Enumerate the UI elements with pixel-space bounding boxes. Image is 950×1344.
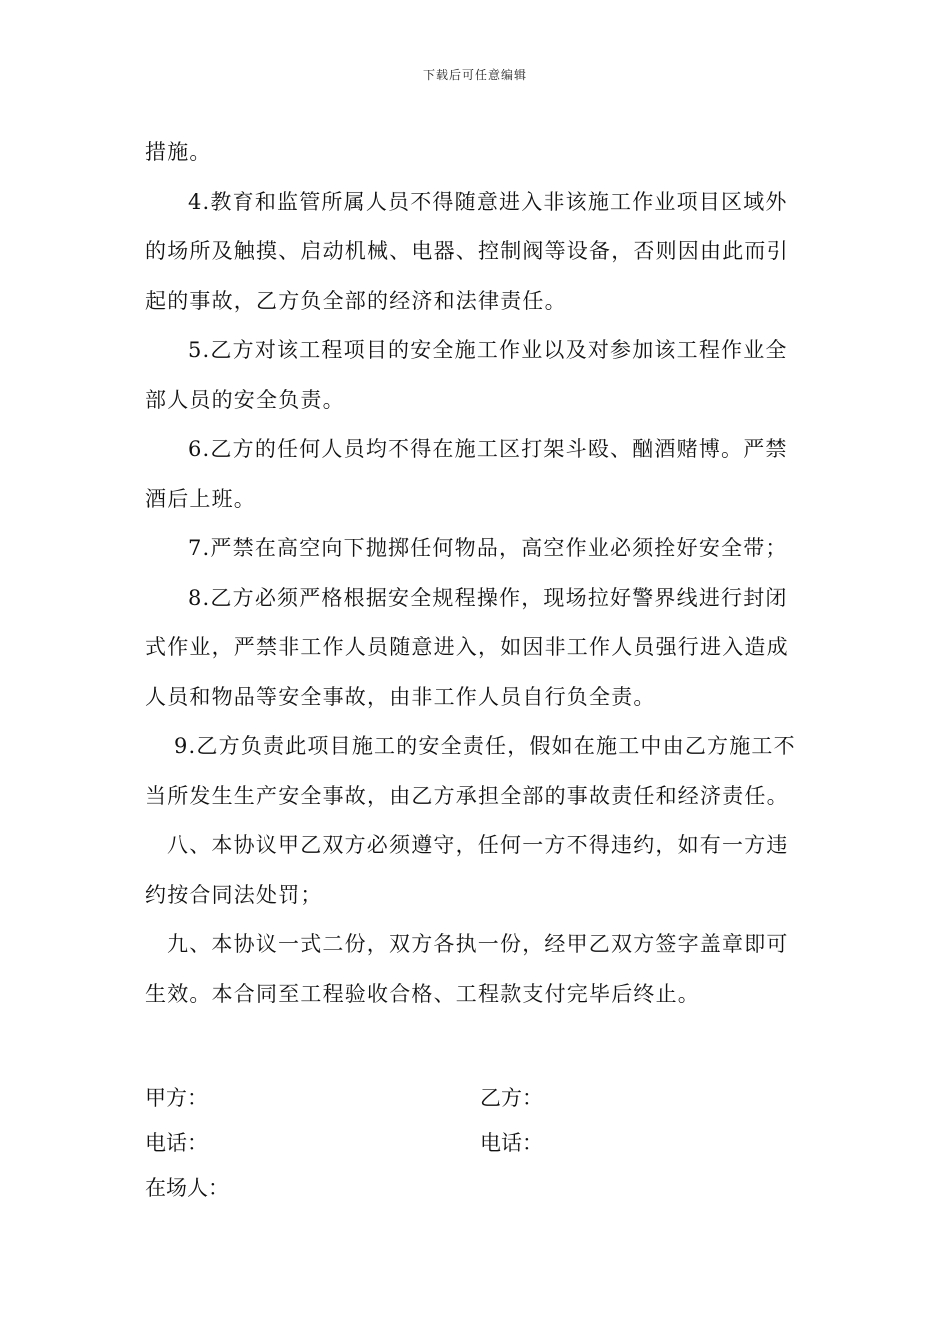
clause-4-line-1: 4.教育和监管所属人员不得随意进入非该施工作业项目区域外 bbox=[188, 189, 788, 214]
article-9-line-1: 九、本协议一式二份，双方各执一份，经甲乙双方签字盖章即可 bbox=[167, 932, 789, 956]
text-line: 措施。 bbox=[145, 140, 212, 164]
clause-5-line-2: 部人员的安全负责。 bbox=[145, 387, 345, 412]
clause-8-line-3: 人员和物品等安全事故，由非工作人员自行负全责。 bbox=[145, 684, 656, 709]
clause-8-line-1: 8.乙方必须严格根据安全规程操作，现场拉好警界线进行封闭 bbox=[188, 585, 788, 610]
signature-row-parties bbox=[145, 1076, 815, 1121]
article-9-line-2: 生效。本合同至工程验收合格、工程款支付完毕后终止。 bbox=[145, 981, 700, 1006]
party-a-label: 甲方： bbox=[145, 1086, 208, 1110]
party-b-label: 乙方： bbox=[480, 1086, 543, 1110]
article-8-line-2: 约按合同法处罚； bbox=[145, 882, 323, 907]
signature-row-phones bbox=[145, 1121, 815, 1166]
signature-row-witness bbox=[145, 1166, 815, 1211]
clause-5-line-1: 5.乙方对该工程项目的安全施工作业以及对参加该工程作业全 bbox=[188, 338, 788, 362]
signature-block bbox=[145, 1076, 815, 1211]
document-body bbox=[145, 128, 815, 1019]
clause-9-line-2: 当所发生生产安全事故，由乙方承担全部的事故责任和经济责任。 bbox=[145, 783, 789, 808]
clause-9-line-1: 9.乙方负责此项目施工的安全责任，假如在施工中由乙方施工不 bbox=[174, 734, 796, 758]
clause-6-line-1: 6.乙方的任何人员均不得在施工区打架斗殴、酗酒赌博。严禁 bbox=[188, 437, 788, 461]
clause-4-line-3: 起的事故，乙方负全部的经济和法律责任。 bbox=[145, 288, 567, 313]
clause-4-line-2: 的场所及触摸、启动机械、电器、控制阀等设备，否则因由此而引 bbox=[145, 239, 789, 263]
page-header: 下载后可任意编辑 bbox=[422, 68, 527, 82]
clause-7-line-1: 7.严禁在高空向下抛掷任何物品，高空作业必须拴好安全带； bbox=[188, 536, 788, 560]
clause-6-line-2: 酒后上班。 bbox=[145, 486, 256, 511]
phone-b-label: 电话： bbox=[480, 1131, 543, 1155]
phone-a-label: 电话： bbox=[145, 1131, 208, 1155]
clause-8-line-2: 式作业，严禁非工作人员随意进入，如因非工作人员强行进入造成 bbox=[145, 635, 789, 659]
witness-label: 在场人： bbox=[145, 1176, 229, 1200]
article-8-line-1: 八、本协议甲乙双方必须遵守，任何一方不得违约，如有一方违 bbox=[167, 833, 789, 857]
